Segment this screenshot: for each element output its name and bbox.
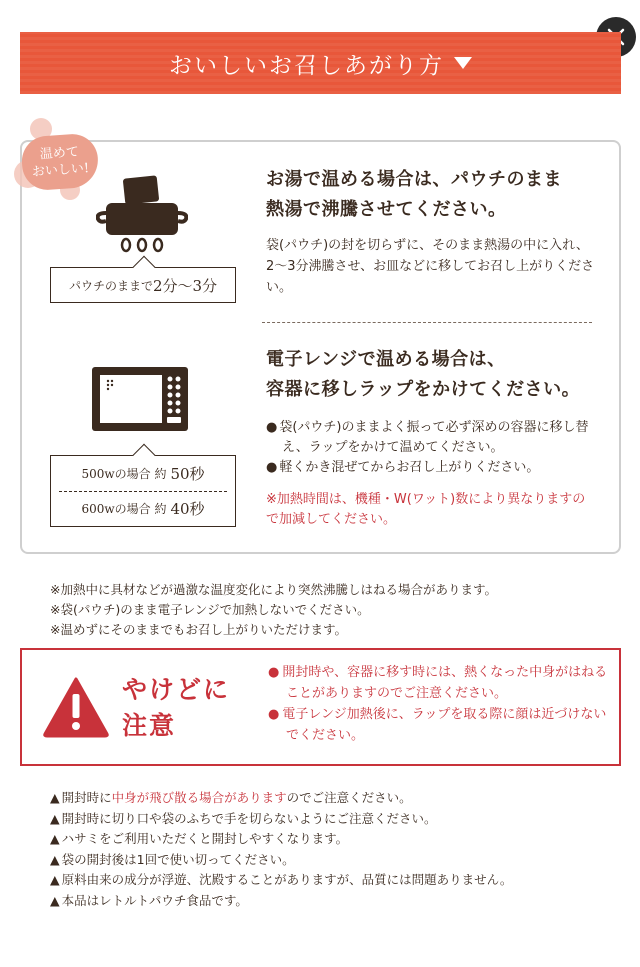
boil-time-value: 2分〜3分 <box>152 276 218 295</box>
boil-time-label <box>50 267 236 303</box>
warning-triangle-icon <box>42 676 110 738</box>
badge-line-1: 温めて <box>39 144 80 163</box>
badge-line-2: おいしい! <box>31 161 90 180</box>
time-row-value: 50秒 <box>170 465 205 483</box>
time-row-divider <box>59 491 227 492</box>
boil-time-prefix: パウチのままで <box>68 278 153 293</box>
caution-title-line: 注意 <box>122 711 177 740</box>
pot-method-description: 袋(パウチ)の封を切らずに、そのまま熱湯の中に入れ、2〜3分沸騰させ、お皿などに移してお召し上がりください。 <box>266 238 595 295</box>
caution-list <box>268 662 608 746</box>
note-highlight: 中身が飛び散る場合があります <box>111 790 287 805</box>
time-row-label: 600wの場合 約 <box>81 502 167 516</box>
caution-title-line: やけどに <box>122 675 231 704</box>
triangle-down-icon <box>454 57 472 69</box>
note-item: ※加熱中に具材などが過激な温度変化により突然沸騰しはねる場合があります。 <box>50 582 497 597</box>
note-text: のでご注意ください。 <box>286 790 412 805</box>
handling-note: ▲ 開封時に切り口や袋のふちで手を切らないようにご注意ください。 <box>50 809 512 830</box>
heating-time-warning: ※加熱時間は、機種・W(ワット)数により異なりますので加減してください。 <box>266 492 586 527</box>
handling-note: ▲ 本品はレトルトパウチ食品です。 <box>50 891 512 912</box>
general-notes <box>50 580 497 640</box>
section-title: おいしいお召しあがり方 <box>169 52 444 79</box>
time-row-label: 500wの場合 約 <box>81 467 167 481</box>
heading-line: お湯で温める場合は、パウチのまま <box>266 169 562 190</box>
microwave-method-heading <box>266 345 580 405</box>
instruction-item: ● 袋(パウチ)のままよく振って必ず深めの容器に移し替え、ラップをかけて温めてください。 <box>266 418 596 458</box>
handling-note: ▲ ハサミをご利用いただくと開封しやすくなります。 <box>50 829 512 850</box>
caution-title <box>122 672 230 744</box>
section-header <box>20 32 621 94</box>
time-row-value: 40秒 <box>170 500 205 518</box>
note-text: 開封時に <box>61 790 112 805</box>
handling-note: ▲ 原料由来の成分が浮遊、沈殿することがありますが、品質には問題ありません。 <box>50 870 512 891</box>
instruction-item: ● 軽くかき混ぜてからお召し上がりください。 <box>266 458 596 478</box>
handling-notes <box>50 788 512 911</box>
handling-note: ▲ 袋の開封後は1回で使い切ってください。 <box>50 850 512 871</box>
pot-method-heading <box>266 165 562 225</box>
note-item: ※袋(パウチ)のまま電子レンジで加熱しないでください。 <box>50 602 370 617</box>
microwave-icon <box>90 365 190 433</box>
heading-line: 容器に移しラップをかけてください。 <box>266 379 581 400</box>
time-row-600w <box>51 491 235 526</box>
microwave-time-label <box>50 455 236 527</box>
caution-item: ● 電子レンジ加熱後に、ラップを取る際に顔は近づけないでください。 <box>268 704 608 746</box>
handling-note <box>50 788 512 809</box>
pot-icon <box>96 175 188 253</box>
note-item: ※温めずにそのままでもお召し上がりいただけます。 <box>50 622 347 637</box>
caution-item: ● 開封時や、容器に移す時には、熱くなった中身がはねることがありますのでご注意ください。 <box>268 662 608 704</box>
method-divider <box>262 322 592 323</box>
microwave-instructions <box>266 418 596 478</box>
heading-line: 電子レンジで温める場合は、 <box>266 349 506 370</box>
heading-line: 熱湯で沸騰させてください。 <box>266 199 507 220</box>
